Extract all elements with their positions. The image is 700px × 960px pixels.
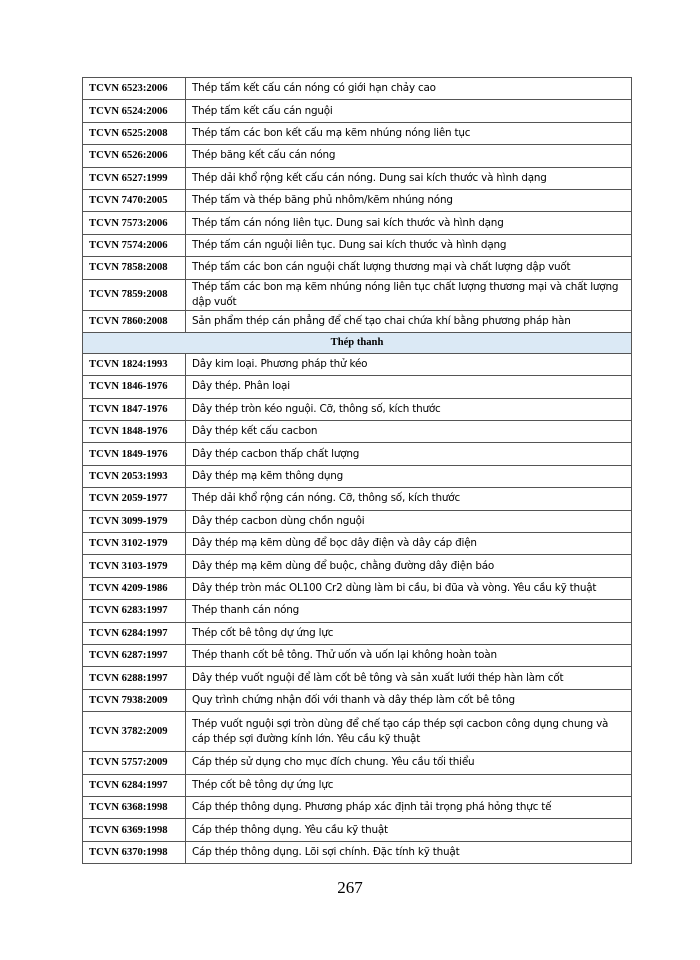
standard-code: TCVN 1846-1976 bbox=[83, 376, 186, 398]
standard-code: TCVN 7574:2006 bbox=[83, 234, 186, 256]
standard-title: Thép dải khổ rộng kết cấu cán nóng. Dung sai kích thước và hình dạng bbox=[186, 167, 632, 189]
standard-code: TCVN 3103-1979 bbox=[83, 555, 186, 577]
table-row bbox=[83, 774, 632, 796]
standard-code: TCVN 6524:2006 bbox=[83, 100, 186, 122]
standard-code: TCVN 6284:1997 bbox=[83, 622, 186, 644]
standard-title: Thép tấm các bon cán nguội chất lượng thương mại và chất lượng dập vuốt bbox=[186, 257, 632, 279]
table-row bbox=[83, 145, 632, 167]
table-row bbox=[83, 689, 632, 711]
standard-title: Dây thép cacbon dùng chồn nguội bbox=[186, 510, 632, 532]
standard-title: Thép thanh cán nóng bbox=[186, 600, 632, 622]
standard-title: Cáp thép thông dụng. Phương pháp xác định tải trọng phá hỏng thực tế bbox=[186, 796, 632, 818]
table-row bbox=[83, 376, 632, 398]
table-row bbox=[83, 122, 632, 144]
standard-title: Dây thép tròn kéo nguội. Cỡ, thông số, kích thước bbox=[186, 398, 632, 420]
standard-title: Thép tấm kết cấu cán nóng có giới hạn chảy cao bbox=[186, 78, 632, 100]
standard-title: Dây thép tròn mác OL100 Cr2 dùng làm bi cầu, bi đũa và vòng. Yêu cầu kỹ thuật bbox=[186, 577, 632, 599]
table-row bbox=[83, 100, 632, 122]
standard-title: Thép băng kết cấu cán nóng bbox=[186, 145, 632, 167]
table-row bbox=[83, 234, 632, 256]
standard-code: TCVN 6369:1998 bbox=[83, 819, 186, 841]
standard-code: TCVN 6287:1997 bbox=[83, 644, 186, 666]
standard-code: TCVN 5757:2009 bbox=[83, 752, 186, 774]
standard-code: TCVN 2053:1993 bbox=[83, 465, 186, 487]
standard-code: TCVN 3099-1979 bbox=[83, 510, 186, 532]
table-row bbox=[83, 712, 632, 752]
standard-title: Thép vuốt nguội sợi tròn dùng để chế tạo cáp thép sợi cacbon công dụng chung và cáp thép sợi đường kính lớn. Yêu cầu kỹ thuật bbox=[186, 712, 632, 752]
standards-table bbox=[82, 77, 632, 864]
standard-title: Thép cốt bê tông dự ứng lực bbox=[186, 774, 632, 796]
standard-code: TCVN 7859:2008 bbox=[83, 279, 186, 310]
standard-title: Dây kim loại. Phương pháp thử kéo bbox=[186, 353, 632, 375]
table-row bbox=[83, 353, 632, 375]
table-row bbox=[83, 577, 632, 599]
table-row bbox=[83, 752, 632, 774]
standard-code: TCVN 1824:1993 bbox=[83, 353, 186, 375]
standard-code: TCVN 4209-1986 bbox=[83, 577, 186, 599]
standard-code: TCVN 6526:2006 bbox=[83, 145, 186, 167]
standard-title: Quy trình chứng nhận đối với thanh và dây thép làm cốt bê tông bbox=[186, 689, 632, 711]
standards-table-body bbox=[83, 78, 632, 864]
table-row bbox=[83, 78, 632, 100]
standard-title: Thép tấm các bon kết cấu mạ kẽm nhúng nóng liên tục bbox=[186, 122, 632, 144]
standard-code: TCVN 7860:2008 bbox=[83, 310, 186, 332]
standard-title: Cáp thép thông dụng. Yêu cầu kỹ thuật bbox=[186, 819, 632, 841]
standard-title: Thép tấm và thép băng phủ nhôm/kẽm nhúng nóng bbox=[186, 189, 632, 211]
table-row bbox=[83, 600, 632, 622]
table-row bbox=[83, 310, 632, 332]
standard-title: Thép thanh cốt bê tông. Thử uốn và uốn lại không hoàn toàn bbox=[186, 644, 632, 666]
table-row bbox=[83, 819, 632, 841]
standard-code: TCVN 6527:1999 bbox=[83, 167, 186, 189]
standard-code: TCVN 6368:1998 bbox=[83, 796, 186, 818]
standard-title: Thép tấm cán nóng liên tục. Dung sai kích thước và hình dạng bbox=[186, 212, 632, 234]
standard-code: TCVN 7858:2008 bbox=[83, 257, 186, 279]
table-row bbox=[83, 533, 632, 555]
table-row bbox=[83, 189, 632, 211]
page-number: 267 bbox=[337, 878, 363, 897]
standard-title: Dây thép vuốt nguội để làm cốt bê tông và sản xuất lưới thép hàn làm cốt bbox=[186, 667, 632, 689]
section-header: Thép thanh bbox=[83, 332, 632, 353]
standard-code: TCVN 2059-1977 bbox=[83, 488, 186, 510]
standard-title: Dây thép cacbon thấp chất lượng bbox=[186, 443, 632, 465]
standard-title: Thép tấm kết cấu cán nguội bbox=[186, 100, 632, 122]
standard-title: Thép tấm các bon mạ kẽm nhúng nóng liên tục chất lượng thương mại và chất lượng dập vuốt bbox=[186, 279, 632, 310]
standard-title: Cáp thép sử dụng cho mục đích chung. Yêu cầu tối thiểu bbox=[186, 752, 632, 774]
section-header-row bbox=[83, 332, 632, 353]
table-row bbox=[83, 398, 632, 420]
standard-title: Sản phẩm thép cán phẳng để chế tạo chai chứa khí bằng phương pháp hàn bbox=[186, 310, 632, 332]
standard-code: TCVN 7470:2005 bbox=[83, 189, 186, 211]
standard-code: TCVN 1848-1976 bbox=[83, 421, 186, 443]
table-row bbox=[83, 622, 632, 644]
standard-title: Thép cốt bê tông dự ứng lực bbox=[186, 622, 632, 644]
standard-code: TCVN 1847-1976 bbox=[83, 398, 186, 420]
standard-title: Dây thép kết cấu cacbon bbox=[186, 421, 632, 443]
standard-code: TCVN 3102-1979 bbox=[83, 533, 186, 555]
standard-code: TCVN 1849-1976 bbox=[83, 443, 186, 465]
standard-title: Dây thép mạ kẽm dùng để buộc, chằng đường dây điện báo bbox=[186, 555, 632, 577]
standard-code: TCVN 6283:1997 bbox=[83, 600, 186, 622]
table-row bbox=[83, 796, 632, 818]
standard-title: Dây thép mạ kẽm thông dụng bbox=[186, 465, 632, 487]
table-row bbox=[83, 279, 632, 310]
table-row bbox=[83, 167, 632, 189]
standard-code: TCVN 6284:1997 bbox=[83, 774, 186, 796]
table-row bbox=[83, 555, 632, 577]
table-row bbox=[83, 488, 632, 510]
table-row bbox=[83, 465, 632, 487]
table-row bbox=[83, 212, 632, 234]
standard-title: Dây thép mạ kẽm dùng để bọc dây điện và dây cáp điện bbox=[186, 533, 632, 555]
standard-code: TCVN 6525:2008 bbox=[83, 122, 186, 144]
standard-title: Dây thép. Phân loại bbox=[186, 376, 632, 398]
table-row bbox=[83, 644, 632, 666]
standard-code: TCVN 3782:2009 bbox=[83, 712, 186, 752]
table-row bbox=[83, 257, 632, 279]
table-row bbox=[83, 443, 632, 465]
table-row bbox=[83, 421, 632, 443]
standard-code: TCVN 6370:1998 bbox=[83, 841, 186, 863]
table-row bbox=[83, 667, 632, 689]
standard-code: TCVN 7938:2009 bbox=[83, 689, 186, 711]
standard-code: TCVN 6288:1997 bbox=[83, 667, 186, 689]
standard-title: Thép dải khổ rộng cán nóng. Cỡ, thông số, kích thước bbox=[186, 488, 632, 510]
table-row bbox=[83, 510, 632, 532]
standard-code: TCVN 7573:2006 bbox=[83, 212, 186, 234]
table-row bbox=[83, 841, 632, 863]
standard-code: TCVN 6523:2006 bbox=[83, 78, 186, 100]
standard-title: Cáp thép thông dụng. Lõi sợi chính. Đặc tính kỹ thuật bbox=[186, 841, 632, 863]
standard-title: Thép tấm cán nguội liên tục. Dung sai kích thước và hình dạng bbox=[186, 234, 632, 256]
